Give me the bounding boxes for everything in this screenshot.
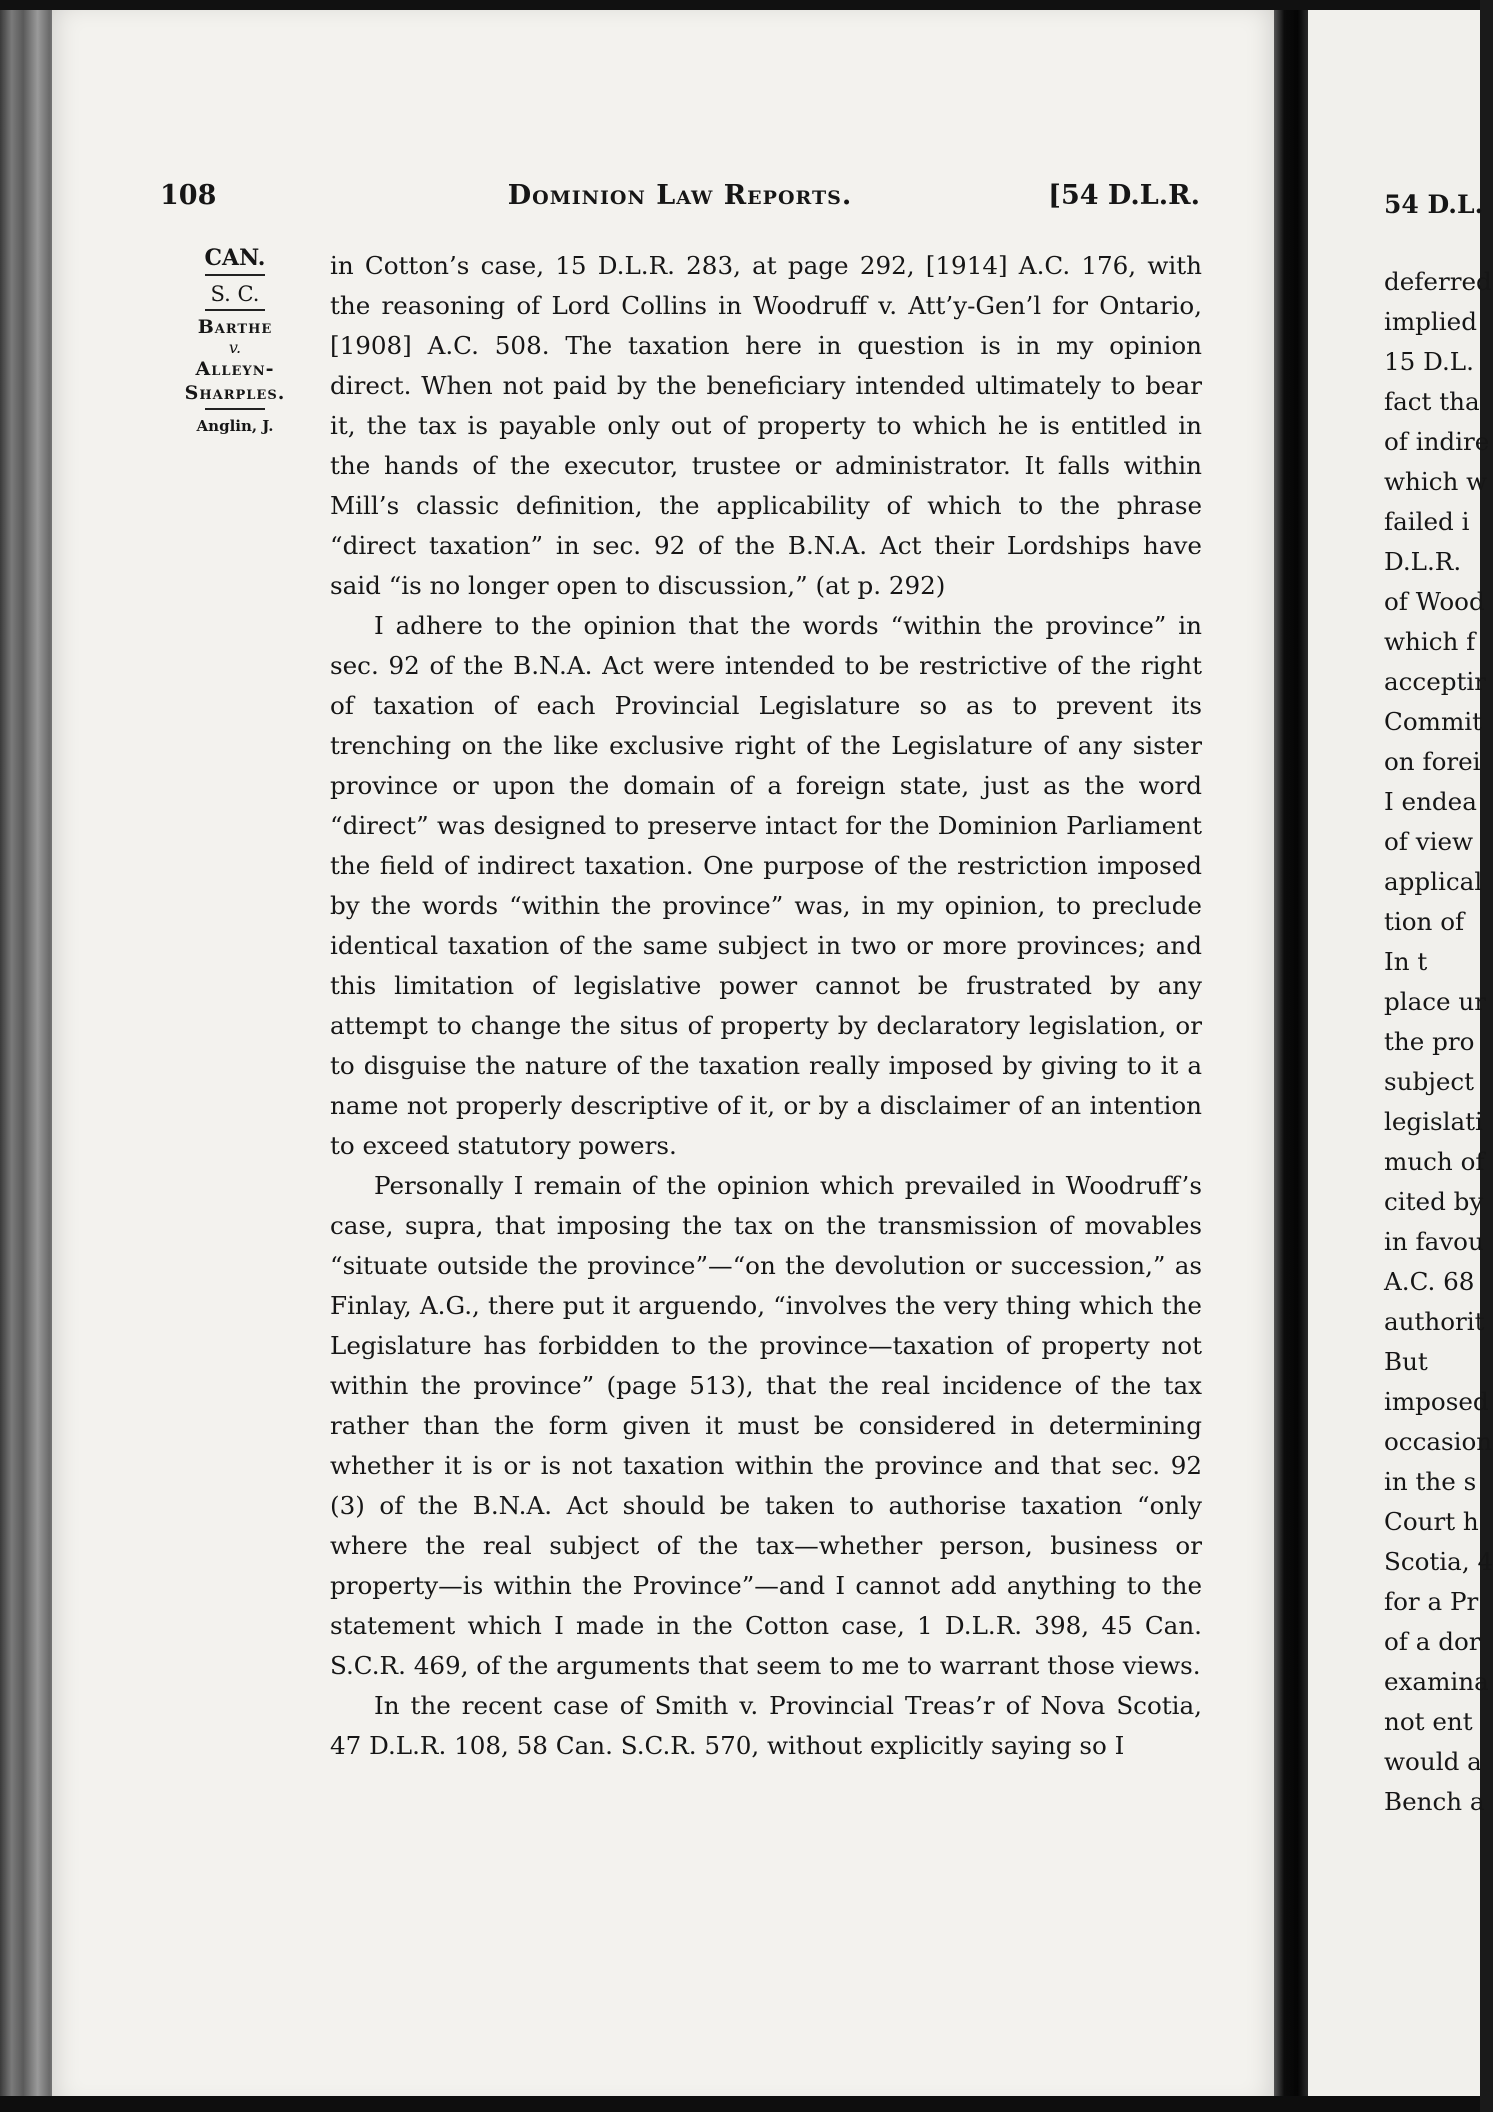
judge-label: Anglin, J.	[196, 417, 274, 435]
facing-page-header: 54 D.L.	[1384, 190, 1484, 219]
margin-rule	[205, 408, 265, 410]
facing-page-line: tion of	[1384, 907, 1465, 936]
facing-page-line: But	[1384, 1347, 1428, 1376]
facing-page-line: deferred	[1384, 267, 1492, 296]
page-number: 108	[160, 180, 217, 211]
paragraph-2: I adhere to the opinion that the words “within the province” in sec. 92 of the B.N.A. Act were intended to be restrictive of the right of taxation of each Provincial Legislature so as to prevent its trenching on the like exclusive right of the Legislature of any sister province or upon the domain of a foreign state, just as the word “direct” was designed to preserve intact for the Dominion Parliament the field of indirect taxation. One purpose of the restriction imposed by the words “within the province” was, in my opinion, to preclude identical taxation of the same subject in two or more provinces; and this limitation of legislative power cannot be frustrated by any attempt to change the situs of property by declaratory legislation, or to disguise the nature of the taxation really imposed by giving to it a name not properly descriptive of it, or by a disclaimer of an intention to exceed statutory powers.	[330, 611, 1202, 1160]
book-left-edge	[0, 0, 58, 2112]
versus-label: v.	[228, 338, 242, 357]
jurisdiction-label: CAN.	[204, 245, 266, 271]
facing-page-line: legislati	[1384, 1107, 1483, 1136]
facing-page-line: place ur	[1384, 987, 1487, 1016]
facing-page-line: of Wood	[1384, 587, 1485, 616]
margin-note	[160, 245, 310, 438]
facing-page-line: examina	[1384, 1667, 1489, 1696]
court-label: S. C.	[210, 282, 260, 306]
facing-page-line: authorit	[1384, 1307, 1485, 1336]
facing-page-text	[1384, 262, 1493, 1822]
facing-page-line: of indire	[1384, 427, 1490, 456]
facing-page-line: D.L.R.	[1384, 547, 1462, 576]
party-one: Barthe	[197, 316, 273, 338]
facing-page-line: Bench a	[1384, 1787, 1485, 1816]
scan-top-border	[0, 0, 1480, 10]
book-gutter	[1274, 0, 1308, 2112]
running-header	[160, 180, 1200, 216]
facing-page-line: Scotia, 4	[1384, 1547, 1493, 1576]
facing-page-line: failed i	[1384, 507, 1470, 536]
facing-page-line: which f	[1384, 627, 1476, 656]
judgment-text	[330, 246, 1202, 1766]
facing-page-line: Court h	[1384, 1507, 1479, 1536]
facing-page-line: I endea	[1384, 787, 1477, 816]
paragraph-3: Personally I remain of the opinion which prevailed in Woodruff’s case, supra, that imposing the tax on the transmission of movables “situate outside the province”—“on the devolution or succession,” as Finlay, A.G., there put it arguendo, “involves the very thing which the Legislature has forbidden to the province—taxation of property not within the province” (page 513), that the real incidence of the tax rather than the form given it must be considered in determining whether it is or is not taxation within the province and that sec. 92 (3) of the B.N.A. Act should be taken to authorise taxation “only where the real subject of the tax—whether person, business or property—is within the Province”—and I cannot add anything to the statement which I made in the Cotton case, 1 D.L.R. 398, 45 Can. S.C.R. 469, of the arguments that seem to me to warrant those views.	[330, 1171, 1202, 1680]
facing-page-line: In t	[1384, 947, 1428, 976]
facing-page-line: acceptir	[1384, 667, 1487, 696]
facing-page-line: 15 D.L.	[1384, 347, 1474, 376]
facing-page-line: not ent	[1384, 1707, 1473, 1736]
facing-page-line: the pro	[1384, 1027, 1475, 1056]
facing-page-line: much of	[1384, 1147, 1485, 1176]
facing-page-line: implied	[1384, 307, 1477, 336]
margin-rule	[205, 309, 265, 311]
facing-page-line: of a dor	[1384, 1627, 1481, 1656]
paragraph-1: in Cotton’s case, 15 D.L.R. 283, at page 292, [1914] A.C. 176, with the reasoning of Lord Collins in Woodruff v. Att’y-Gen’l for Ontario, [1908] A.C. 508. The taxation here in question is in my opinion direct. When not paid by the beneficiary intended ultimately to bear it, the tax is payable only out of property to which he is entitled in the hands of the executor, trustee or administrator. It falls within Mill’s classic definition, the applicability of which to the phrase “direct taxation” in sec. 92 of the B.N.A. Act their Lordships have said “is no longer open to discussion,” (at p. 292)	[330, 251, 1202, 600]
facing-page-line: applical	[1384, 867, 1483, 896]
facing-page-line: on forei	[1384, 747, 1481, 776]
facing-page-line: would a	[1384, 1747, 1482, 1776]
facing-page-line: cited by	[1384, 1187, 1484, 1216]
facing-page-line: fact tha	[1384, 387, 1480, 416]
facing-page-line: for a Pr	[1384, 1587, 1479, 1616]
facing-page-line: in favou	[1384, 1227, 1484, 1256]
report-title: Dominion Law Reports.	[507, 180, 853, 211]
facing-page-line: subject	[1384, 1067, 1475, 1096]
facing-page-line: which w	[1384, 467, 1488, 496]
facing-page-line: imposed	[1384, 1387, 1489, 1416]
party-two-line2: Sharples.	[184, 382, 286, 404]
volume-reference: [54 D.L.R.	[1048, 180, 1200, 211]
facing-page-line: of view	[1384, 827, 1474, 856]
facing-page-line: occasion	[1384, 1427, 1493, 1456]
facing-page-line: A.C. 68	[1384, 1267, 1475, 1296]
scan-bottom-border	[0, 2096, 1480, 2112]
facing-page	[1308, 0, 1493, 2112]
margin-rule	[205, 274, 265, 276]
paragraph-4: In the recent case of Smith v. Provincial Treas’r of Nova Scotia, 47 D.L.R. 108, 58 Can. S.C.R. 570, without explicitly saying so I	[330, 1691, 1202, 1760]
facing-page-line: in the s	[1384, 1467, 1477, 1496]
party-two-line1: Alleyn-	[195, 358, 275, 380]
facing-page-line: Commit	[1384, 707, 1483, 736]
